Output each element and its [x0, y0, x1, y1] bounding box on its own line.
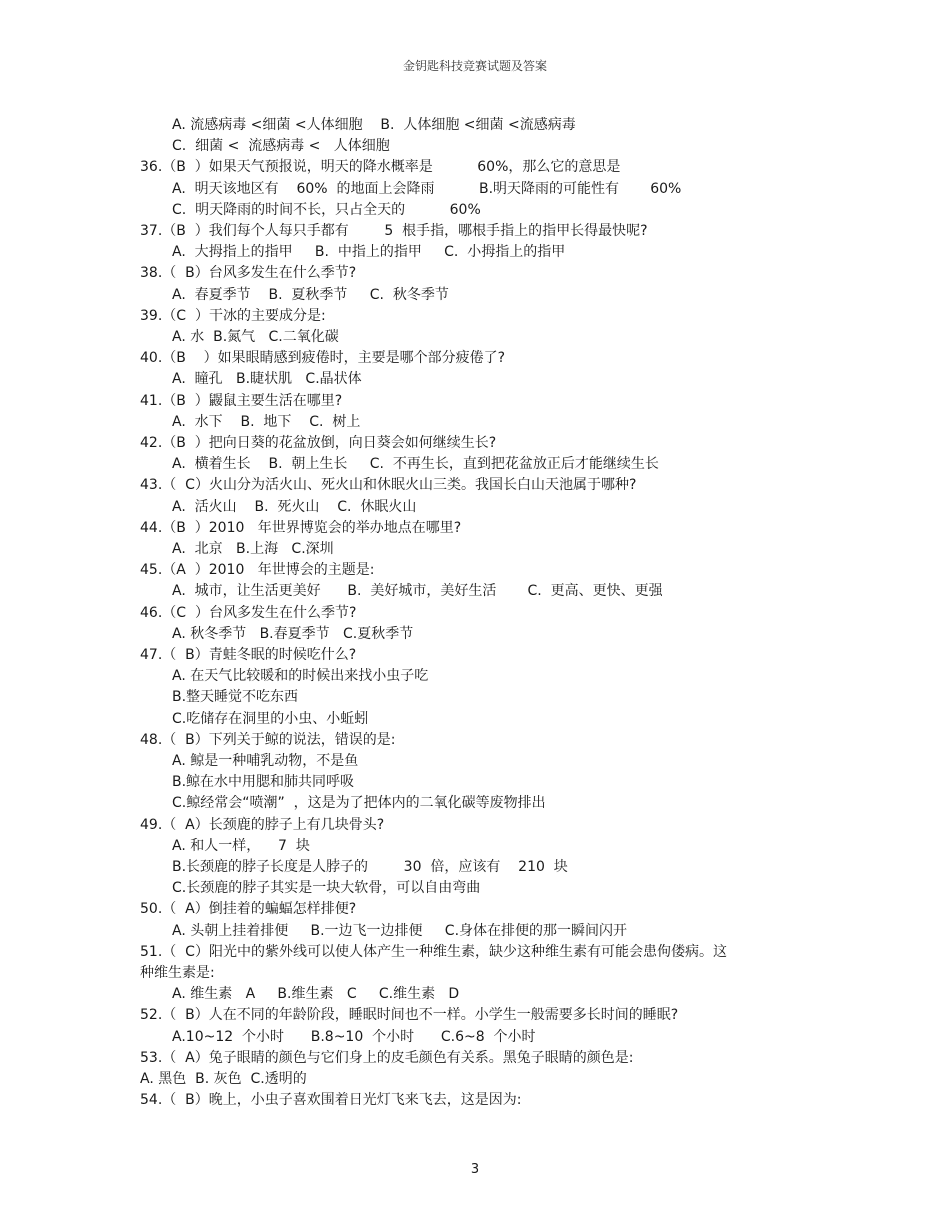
question-line: 40.（B ）如果眼睛感到疲倦时，主要是哪个部分疲倦了? — [140, 350, 506, 367]
question-line: 45.（A ）2010 年世博会的主题是: — [140, 562, 375, 579]
question-line: 41.（B ）鼹鼠主要生活在哪里? — [140, 392, 343, 409]
option-line: A. 水下 B. 地下 C. 树上 — [172, 413, 361, 430]
option-line: A. 头朝上挂着排便 B.一边飞一边排便 C.身体在排便的那一瞬间闪开 — [172, 922, 628, 939]
option-line: A. 秋冬季节 B.春夏季节 C.夏秋季节 — [172, 625, 414, 642]
option-line: A. 横着生长 B. 朝上生长 C. 不再生长，直到把花盆放正后才能继续生长 — [172, 456, 659, 473]
option-line: A. 大拇指上的指甲 B. 中指上的指甲 C. 小拇指上的指甲 — [172, 244, 566, 261]
option-line: A. 活火山 B. 死火山 C. 休眠火山 — [172, 498, 417, 515]
option-line: C.吃储存在洞里的小虫、小蚯蚓 — [172, 710, 369, 727]
option-line: C. 细菌 < 流感病毒 < 人体细胞 — [172, 138, 390, 155]
option-line: A. 和人一样， 7 块 — [172, 837, 310, 854]
question-line: 54.（ B）晚上，小虫子喜欢围着日光灯飞来飞去，这是因为: — [140, 1092, 522, 1109]
option-line: A. 流感病毒 <细菌 <人体细胞 B. 人体细胞 <细菌 <流感病毒 — [172, 117, 576, 133]
option-line: A.10~12 个小时 B.8~10 个小时 C.6~8 个小时 — [172, 1028, 536, 1045]
question-line: 50.（ A）倒挂着的蝙蝠怎样排便? — [140, 901, 357, 918]
question-line: 39.（C ）干冰的主要成分是: — [140, 307, 326, 324]
option-line: B.整天睡觉不吃东西 — [172, 689, 299, 706]
option-line: A. 城市，让生活更美好 B. 美好城市，美好生活 C. 更高、更快、更强 — [172, 583, 663, 600]
page-number: 3 — [470, 1162, 480, 1177]
option-line: A. 维生素 A B.维生素 C C.维生素 D — [172, 986, 460, 1003]
option-line: A. 春夏季节 B. 夏秋季节 C. 秋冬季节 — [172, 286, 449, 303]
option-line: B.鲸在水中用腮和肺共同呼吸 — [172, 774, 355, 791]
question-line: 43.（ C）火山分为活火山、死火山和休眠火山三类。我国长白山天池属于哪种? — [140, 477, 637, 494]
option-line: A. 北京 B.上海 C.深圳 — [172, 541, 334, 557]
question-line: 38.（ B）台风多发生在什么季节? — [140, 265, 357, 282]
question-line: 51.（ C）阳光中的紫外线可以使人体产生一种维生素，缺少这种维生素有可能会患佝偻病。这 — [140, 943, 727, 960]
option-line: A. 明天该地区有 60% 的地面上会降雨 B.明天降雨的可能性有 60% — [172, 180, 682, 197]
option-line: C.长颈鹿的脖子其实是一块大软骨，可以自由弯曲 — [172, 880, 481, 897]
option-line: A. 鲸是一种哺乳动物，不是鱼 — [172, 753, 359, 769]
question-line: 44.（B ）2010 年世界博览会的举办地点在哪里? — [140, 519, 462, 536]
option-line: A. 瞳孔 B.睫状肌 C.晶状体 — [172, 371, 362, 388]
question-line: 52.（ B）人在不同的年龄阶段，睡眠时间也不一样。小学生一般需要多长时间的睡眠? — [140, 1007, 679, 1024]
option-line: A. 在天气比较暖和的时候出来找小虫子吃 — [172, 668, 429, 685]
question-line: 53.（ A）兔子眼睛的颜色与它们身上的皮毛颜色有关系。黑兔子眼睛的颜色是: — [140, 1049, 634, 1066]
option-line: A. 黑色 B. 灰色 C.透明的 — [140, 1071, 307, 1087]
option-line: 种维生素是: — [140, 965, 215, 981]
option-line: C.鲸经常会“喷潮” ，这是为了把体内的二氧化碳等废物排出 — [172, 795, 546, 812]
page-header: 金钥匙科技竞赛试题及答案 — [402, 59, 547, 73]
question-line: 37.（B ）我们每个人每只手都有 5 根手指，哪根手指上的指甲长得最快呢? — [140, 223, 648, 239]
option-line: A. 水 B.氮气 C.二氧化碳 — [172, 329, 339, 345]
question-line: 48.（ B）下列关于鲸的说法，错误的是: — [140, 731, 396, 748]
option-line: C. 明天降雨的时间不长，只占全天的 60% — [172, 201, 481, 218]
question-line: 49.（ A）长颈鹿的脖子上有几块骨头? — [140, 816, 385, 833]
question-line: 42.（B ）把向日葵的花盆放倒，向日葵会如何继续生长? — [140, 435, 497, 451]
option-line: B.长颈鹿的脖子长度是人脖子的 30 倍，应该有 210 块 — [172, 859, 568, 875]
question-line: 36.（B ）如果天气预报说，明天的降水概率是 60%，那么它的意思是 — [140, 159, 621, 176]
question-line: 46.（C ）台风多发生在什么季节? — [140, 604, 357, 621]
question-line: 47.（ B）青蛙冬眠的时候吃什么? — [140, 647, 357, 663]
